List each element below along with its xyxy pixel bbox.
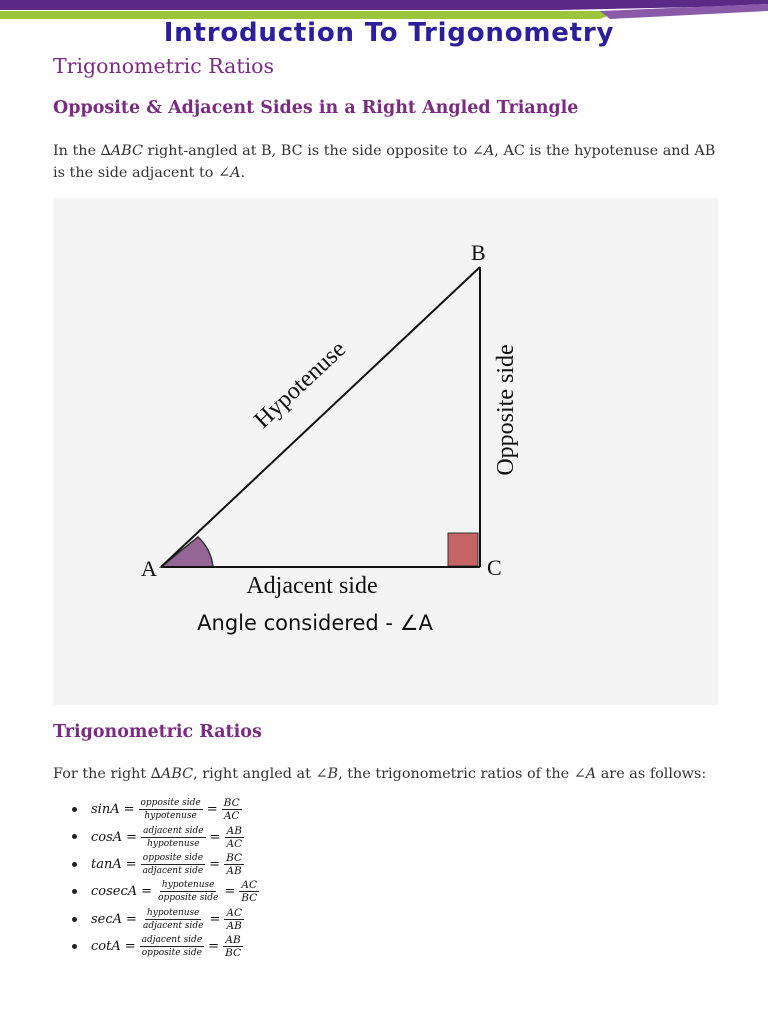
bullet xyxy=(72,889,77,894)
bullet xyxy=(72,862,77,867)
list-item: tanA = $\frac{\text{opposite side}}{\text{adjacent side}}$ = $\frac{BC}{AB}$ xyxy=(72,851,259,878)
opposite-side-label: Opposite side xyxy=(493,344,519,476)
word-fraction: $\frac{\text{adjacent side}}{\text{hypotenuse}}$ xyxy=(143,825,204,849)
bullet xyxy=(72,834,77,839)
triangle-diagram xyxy=(53,198,718,705)
list-item: cotA = $\frac{\text{adjacent side}}{\text{opposite side}}$ = $\frac{AB}{BC}$ xyxy=(72,933,259,960)
side-fraction: $\frac{BC}{AB}$ xyxy=(226,851,243,877)
intro-paragraph: In the ∆ABC right-angled at B, BC is the side opposite to ∠A, AC is the hypotenuse and AB is the side adjacent to ∠A. xyxy=(53,143,716,181)
vertex-b-label: B xyxy=(471,240,486,265)
list-item: sinA = $\frac{\text{opposite side}}{\text{hypotenuse}}$ = $\frac{BC}{AC}$ xyxy=(72,796,259,823)
vertex-c-label: C xyxy=(487,555,502,580)
side-fraction: $\frac{AC}{AB}$ xyxy=(226,906,242,932)
page-title: Introduction To Trigonometry xyxy=(163,18,615,48)
ratios-intro-paragraph: For the right ∆ABC, right angled at ∠B, the trigonometric ratios of the ∠A are as follows: xyxy=(53,766,707,782)
subheading-sides: Opposite & Adjacent Sides in a Right Angled Triangle xyxy=(53,98,579,118)
ratio-function: cosA xyxy=(91,829,123,845)
side-fraction: $\frac{BC}{AC}$ xyxy=(223,797,240,823)
right-angle-marker xyxy=(448,533,478,566)
section-heading-ratios-2: Trigonometric Ratios xyxy=(53,722,262,742)
ratio-function: sinA xyxy=(91,802,120,818)
hypotenuse-label: Hypotenuse xyxy=(249,336,352,434)
ratio-function: secA xyxy=(91,911,123,927)
side-fraction: $\frac{AC}{BC}$ xyxy=(241,879,258,905)
section-heading-ratios: Trigonometric Ratios xyxy=(53,54,274,78)
list-item: cosA = $\frac{\text{adjacent side}}{\text{hypotenuse}}$ = $\frac{AB}{AC}$ xyxy=(72,823,259,850)
vertex-a-label: A xyxy=(141,556,157,581)
bullet xyxy=(72,807,77,812)
bullet xyxy=(72,917,77,922)
triangle-figure xyxy=(53,198,718,705)
word-fraction: $\frac{\text{opposite side}}{\text{adjacent side}}$ xyxy=(142,852,204,876)
word-fraction: $\frac{\text{adjacent side}}{\text{opposite side}}$ xyxy=(141,935,203,959)
word-fraction: $\frac{\text{hypotenuse}}{\text{opposite side}}$ xyxy=(158,880,219,904)
side-fraction: $\frac{AB}{AC}$ xyxy=(226,824,243,850)
adjacent-side-label: Adjacent side xyxy=(246,573,378,599)
side-fraction: $\frac{AB}{BC}$ xyxy=(225,934,242,960)
word-fraction: $\frac{\text{opposite side}}{\text{hypotenuse}}$ xyxy=(140,798,201,822)
list-item: cosecA = $\frac{\text{hypotenuse}}{\text{opposite side}}$ = $\frac{AC}{BC}$ xyxy=(72,878,259,905)
bullet xyxy=(72,944,77,949)
ratio-function: cosecA xyxy=(91,884,138,900)
list-item: secA = $\frac{\text{hypotenuse}}{\text{adjacent side}}$ = $\frac{AC}{AB}$ xyxy=(72,906,259,933)
ratio-function: cotA xyxy=(91,939,121,955)
hypotenuse-line xyxy=(161,267,480,567)
ratio-list xyxy=(72,796,259,960)
ratio-function: tanA xyxy=(91,856,122,872)
word-fraction: $\frac{\text{hypotenuse}}{\text{adjacent side}}$ xyxy=(142,907,204,931)
figure-caption: Angle considered - ∠A xyxy=(197,611,433,635)
